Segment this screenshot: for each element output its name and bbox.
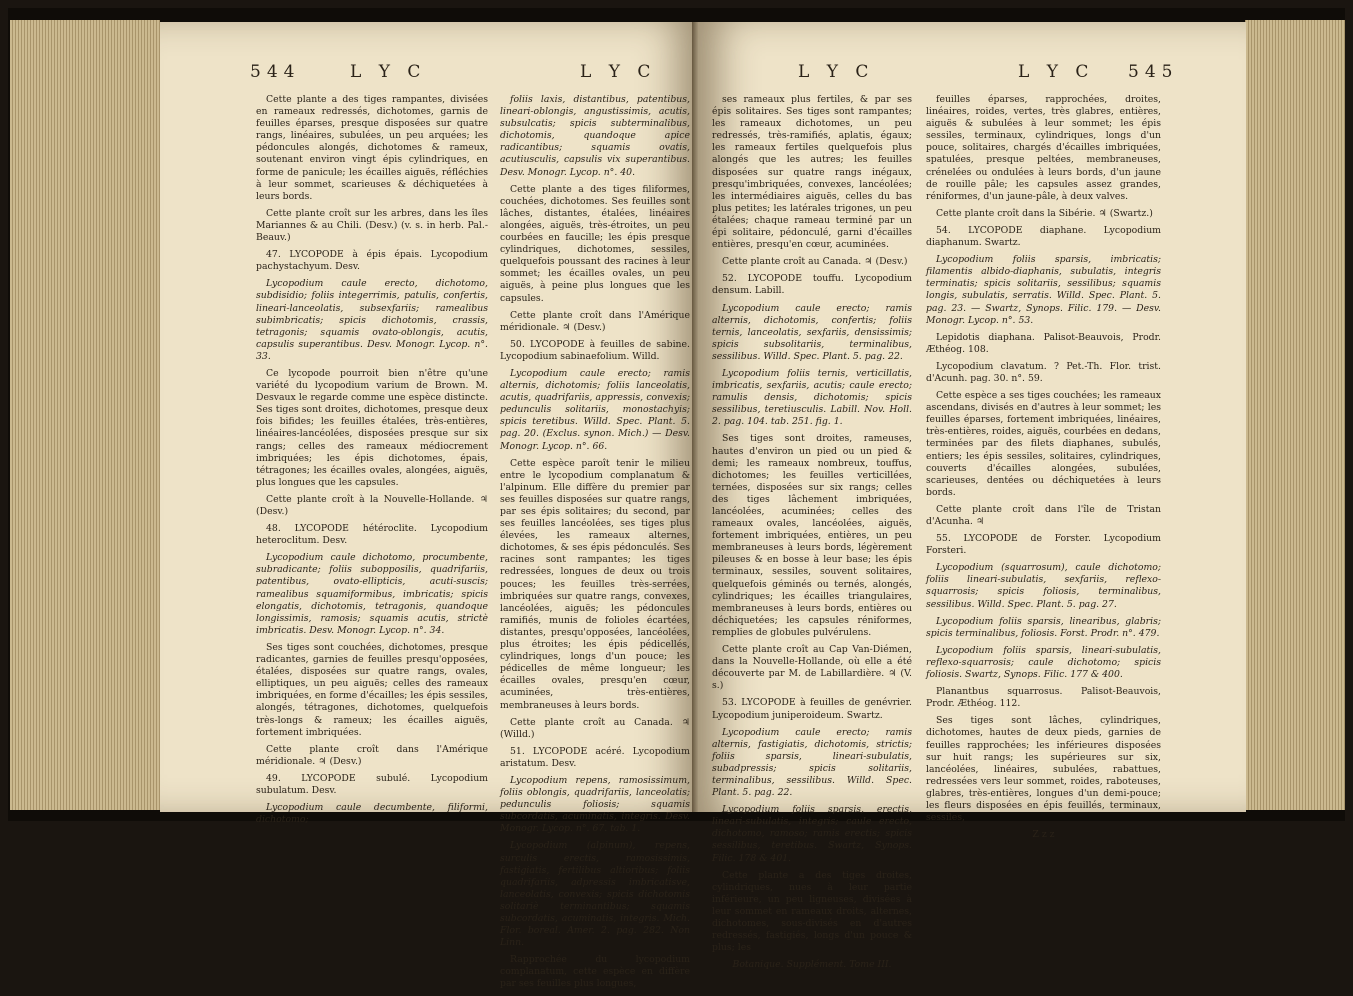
paragraph: Ses tiges sont droites, rameuses, hautes d'environ un pied ou un pied & demi; les rameaux nombreux, touffus, dichotomes; les feuilles verticillées, ternées, disposées sur six rangs; celles des tiges lâchement imbriquées, lancéolées, acuminées; celles des rameaux ovales, lancéolées, aiguës, fortement imbriquées, entières, un peu membraneuses à leurs bords, légèrement pileuses & en bosse à leur base; les épis terminaux, sessiles, souvent solitaires, quelquefois géminés ou ternés, alongés, cylindriques; les écailles triangulaires, membraneuses à leurs bords, entières ou déchiquetées; les capsules réniformes, remplies de globules pulvérulens. [712,433,912,638]
entry-heading: 51. LYCOPODE acéré. Lycopodium aristatum. Desv. [500,745,690,769]
paragraph: Ce lycopode pourroit bien n'être qu'une variété du lycopodium varium de Brown. M. Desvaux le regarde comme une espèce distincte. Ses tiges sont droites, dichotomes, presque deux fois bifides; les feuilles étalées, très-entières, linéaires-lancéolées, disposées presque sur six rangs; celles des rameaux médiocrement imbriquées; les épis dichotomes, épais, tétragones; les écailles ovales, alongées, aiguës, plus longues que les capsules. [256,367,488,488]
column-2 [500,94,690,996]
latin-diagnosis: Lycopodium caule dichotomo, procumbente, subradicante; foliis subopposilis, quadrifariis, patentibus, ovato-ellipticis, acuti-suscis; ramealibus squamiformibus, imbricatis; spicis elongatis, dichotomis, tetragonis, quandoque longissimis, ramosis; squamis acutis, strictè imbricatis. Desv. Monogr. Lycop. n°. 34. [256,552,488,636]
latin-diagnosis: Lycopodium (alpinum), repens, surculis erectis, ramosissimis, fastigiatis, fertilibus altioribus; foliis quadrifariis, adpressis imbricatisve, lanceolatis, convexis; spicis dichotomis solitariè terminantibus; squamis subcordatis, acuminatis, integris. Mich. Flor. boreal. Amer. 2. pag. 282. Non Linn. [500,840,690,949]
running-head-right-2: L Y C [1018,62,1095,82]
latin-diagnosis: Lycopodium caule erecto; ramis alternis, dichotomis, confertis; foliis ternis, lanceolatis, sexfariis, densissimis; spicis subsolitariis, terminalibus, sessilibus. Willd. Spec. Plant. 5. pag. 22. [712,302,912,362]
column-3 [712,94,912,976]
right-page [698,22,1246,971]
entry-heading: 50. LYCOPODE à feuilles de sabine. Lycopodium sabinaefolium. Willd. [500,338,690,362]
paragraph: Ses tiges sont couchées, dichotomes, presque radicantes, garnies de feuilles presqu'opposées, étalées, disposées sur quatre rangs, ovales, elliptiques, un peu aiguës; celles des rameaux imbriquées, en forme d'écailles; les épis sessiles, alongés, tétragones, dichotomes, quelquefois très-longs & rameux; les écailles aiguës, fortement imbriquées. [256,641,488,738]
right-running-head [698,62,1246,92]
paragraph: Cette espèce paroît tenir le milieu entre le lycopodium complanatum & l'alpinum. Elle diffère du premier par ses feuilles disposées sur quatre rangs, par ses épis solitaires; du second, par ses feuilles lancéolées, ses tiges plus élevées, les rameaux alternes, dichotomes, & ses épis pédonculés. Ses racines sont rampantes; les tiges redressées, longues de deux ou trois pouces; les feuilles très-serrées, imbriquées sur quatre rangs, convexes, lancéolées, aiguës; les pédoncules ramifiés, munis de folioles écartées, distantes, presqu'opposées, lancéolées, plus étroites; les épis pédicellés, cylindriques, longs d'un pouce; les pédicelles de même longueur; les écailles ovales, presqu'en cœur, acuminées, très-entières, membraneuses à leurs bords. [500,457,690,711]
left-page [160,22,698,990]
entry-heading: 49. LYCOPODE subulé. Lycopodium subulatum. Desv. [256,772,488,796]
signature-mark: Z z z [1032,829,1055,841]
paragraph: feuilles éparses, rapprochées, droites, linéaires, roides, vertes, très glabres, entières, aiguës & subulées à leur sommet; les épis sessiles, terminaux, cylindriques, longs d'un pouce, solitaires, chargés d'écailles imbriquées, spatulées, presque peltées, membraneuses, crénelées ou ondulées à leurs bords, d'un jaune de rouille pâle; les capsules assez grandes, réniformes, d'un jaune-pâle, à deux valves. [926,94,1161,202]
entry-heading: 48. LYCOPODE hétéroclite. Lycopodium heteroclitum. Desv. [256,523,488,547]
latin-diagnosis: Lycopodium repens, ramosissimum, foliis oblongis, quadrifariis, lanceolatis; pedunculis foliosis; squamis subcordatis, acuminatis, integris. Desv. Monogr. Lycop. n°. 67. tab. 1. [500,774,690,835]
entry-heading: 52. LYCOPODE touffu. Lycopodium densum. Labill. [712,273,912,297]
running-head-right-1: L Y C [798,62,875,82]
paragraph: Rapprochée du lycopodium complanatum, cette espèce en diffère par ses feuilles plus longues, [500,954,690,990]
entry-heading: 53. LYCOPODE à feuilles de genévrier. Lycopodium juniperoideum. Swartz. [712,697,912,721]
left-page-edges [10,20,160,810]
paragraph: Cette plante a des tiges rampantes, divisées en rameaux redressés, dichotomes, garnis de feuilles éparses, presque disposées sur quatre rangs, linéaires, subulées, un peu arquées; les pédoncules alongés, dichotomes & rameux, soutenant environ vingt épis cylindriques, en forme de panicule; les écailles aiguës, réfléchies à leur sommet, scarieuses & déchiquetées à leurs bords. [256,94,488,202]
latin-diagnosis: Lycopodium caule decumbente, filiformi, dichotomo; [256,802,488,826]
paragraph: Cette plante croît dans l'Amérique méridionale. ♃ (Desv.) [500,309,690,333]
paragraph: Cette plante croît dans l'île de Tristan d'Acunha. ♃ [926,503,1161,527]
latin-diagnosis: Lycopodium caule erecto; ramis alternis, dichotomis; foliis lanceolatis, acutis, quadrifariis, appressis, convexis; pedunculis solitariis, monostachyis; spicis teretibus. Willd. Spec. Plant. 5. pag. 20. (Exclus. synon. Mich.) — Desv. Monogr. Lycop. n°. 66. [500,367,690,452]
page-number-right: 545 [1128,62,1179,82]
latin-diagnosis: Lycopodium foliis sparsis, linearibus, glabris; spicis terminalibus, foliosis. Forst. Prodr. n°. 479. [926,615,1161,639]
entry-heading: 54. LYCOPODE diaphane. Lycopodium diaphanum. Swartz. [926,224,1161,249]
paragraph: ses rameaux plus fertiles, & par ses épis solitaires. Ses tiges sont rampantes; les rameaux dichotomes, un peu redressés, très-ramifiés, aplatis, égaux; les rameaux fertiles quelquefois plus alongés que les autres; les feuilles disposées sur quatre rangs inégaux, presqu'imbriquées, convexes, lancéolées; les intermédiaires aiguës, celles du bas plus petites; les latérales trigones, un peu étalées; chaque rameau terminé par un épi solitaire, pédonculé, garni d'écailles entières, presqu'en cœur, acuminées. [712,94,912,251]
page-footer: Botanique. Supplément. Tome III. [732,959,892,971]
running-head-left-1: L Y C [350,62,427,82]
latin-diagnosis: Lycopodium foliis sparsis, lineari-subulatis, reflexo-squarrosis; caule dichotomo; spicis foliosis. Swartz, Synops. Filic. 177 & 400. [926,644,1161,681]
paragraph: Cette plante croît au Cap Van-Diémen, dans la Nouvelle-Hollande, où elle a été découverte par M. de Labillardière. ♃ (V. s.) [712,644,912,692]
latin-diagnosis: Lycopodium caule erecto, dichotomo, subdisidio; foliis integerrimis, patulis, confertis, lineari-lanceolatis, subsexfariis; ramealibus subimbricatis; spicis dichotomis, crassis, tetragonis; squamis ovato-oblongis, acutis, capsulis superantibus. Desv. Monogr. Lycop. n°. 33. [256,278,488,362]
paragraph: Cette espèce a ses tiges couchées; les rameaux ascendans, divisés en d'autres à leur sommet; les feuilles éparses, fortement imbriquées, linéaires, très-entières, roides, aiguës, courbées en dedans, terminées par des filets diaphanes, subulés, entiers; les épis sessiles, solitaires, cylindriques, couverts d'écailles alongées, subulées, scarieuses, dentées ou déchiquetées à leurs bords. [926,390,1161,498]
column-4 [926,94,1161,846]
paragraph: Cette plante a des tiges droites, cylindriques, nues à leur partie inférieure, un peu ligneuses, divisées à leur sommet en rameaux droits, alternes, dichotomes, sous-divisés en d'autres redressés, fastigiés, longs d'un pouce & plus; les [712,869,912,954]
paragraph: Cette plante croît au Canada. ♃ (Desv.) [722,256,908,268]
latin-diagnosis: Lycopodium foliis ternis, verticillatis, imbricatis, sexfariis, acutis; caule erecto; ramulis densis, dichotomis; spicis sessilibus, teretiusculis. Labill. Nov. Holl. 2. pag. 104. tab. 251. fig. 1. [712,367,912,428]
latin-diagnosis: foliis laxis, distantibus, patentibus, lineari-oblongis, angustissimis, acutis, subsulcatis; spicis subterminalibus, dichotomis, quandoque apice radicantibus; squamis ovatis, acutiusculis, capsulis vix superantibus. Desv. Monogr. Lycop. n°. 40. [500,94,690,178]
paragraph: Cette plante croît dans l'Amérique méridionale. ♃ (Desv.) [256,743,488,767]
page-number-left: 544 [250,62,301,82]
latin-diagnosis: Lycopodium foliis sparsis, imbricatis; filamentis albido-diaphanis, subulatis, integris terminatis; spicis solitariis, sessilibus; squamis longis, subulatis, serratis. Willd. Spec. Plant. 5. pag. 23. — Swartz, Synops. Filic. 179. — Desv. Monogr. Lycop. n°. 53. [926,254,1161,326]
paragraph: Cette plante a des tiges filiformes, couchées, dichotomes. Ses feuilles sont lâches, distantes, étalées, linéaires alongées, aiguës, très-étroites, un peu courbées en faucille; les épis presque cylindriques, dichotomes, sessiles, quelquefois poussant des racines à leur sommet; les écailles ovales, un peu aiguës, à peine plus longues que les capsules. [500,183,690,304]
entry-heading: 55. LYCOPODE de Forster. Lycopodium Forsteri. [926,533,1161,557]
column-1 [256,94,488,831]
paragraph: Cette plante croît à la Nouvelle-Hollande. ♃ (Desv.) [256,493,488,517]
paragraph: Ses tiges sont lâches, cylindriques, dichotomes, hautes de deux pieds, garnies de feuilles rapprochées; les inférieures disposées sur huit rangs; les supérieures sur six, lancéolées, linéaires, subulées, rabattues, redressées vers leur sommet, roides, raboteuses, glabres, très-entières, longues d'un demi-pouce; les fleurs disposées en épis feuillés, terminaux, sessiles, [926,715,1161,824]
latin-diagnosis: Lycopodium caule erecto; ramis alternis, fastigiatis, dichotomis, strictis; foliis sparsis, lineari-subulatis, subadpressis; spicis solitariis, terminalibus, sessilibus. Willd. Spec. Plant. 5. pag. 22. [712,726,912,799]
left-running-head [160,62,698,92]
synonym: Lepidotis diaphana. Palisot-Beauvois, Prodr. Æthéog. 108. [926,331,1161,355]
latin-diagnosis: Lycopodium (squarrosum), caule dichotomo; foliis lineari-subulatis, sexfariis, reflexo-squarrosis; spicis foliosis, terminalibus, sessilibus. Willd. Spec. Plant. 5. pag. 27. [926,562,1161,610]
right-page-edges [1245,20,1345,810]
synonym: Planantbus squarrosus. Palisot-Beauvois, Prodr. Æthéog. 112. [926,686,1161,710]
paragraph: Cette plante croît dans la Sibérie. ♃ (Swartz.) [936,207,1153,219]
paragraph: Cette plante croît au Canada. ♃ (Willd.) [500,716,690,740]
running-head-left-2: L Y C [580,62,657,82]
paragraph: Cette plante croît sur les arbres, dans les îles Mariannes & au Chili. (Desv.) (v. s. in herb. Pal.-Beauv.) [256,207,488,244]
latin-diagnosis: Lycopodium foliis sparsis, erectis, lineari-subulatis, integris; caule erecto, dichotomo, ramoso; ramis erectis; spicis sessilibus, teretibus. Swartz, Synops. Filic. 178 & 401. [712,804,912,864]
synonym: Lycopodium clavatum. ? Pet.-Th. Flor. trist. d'Acunh. pag. 30. n°. 59. [926,360,1161,384]
entry-heading: 47. LYCOPODE à épis épais. Lycopodium pachystachyum. Desv. [256,249,488,273]
